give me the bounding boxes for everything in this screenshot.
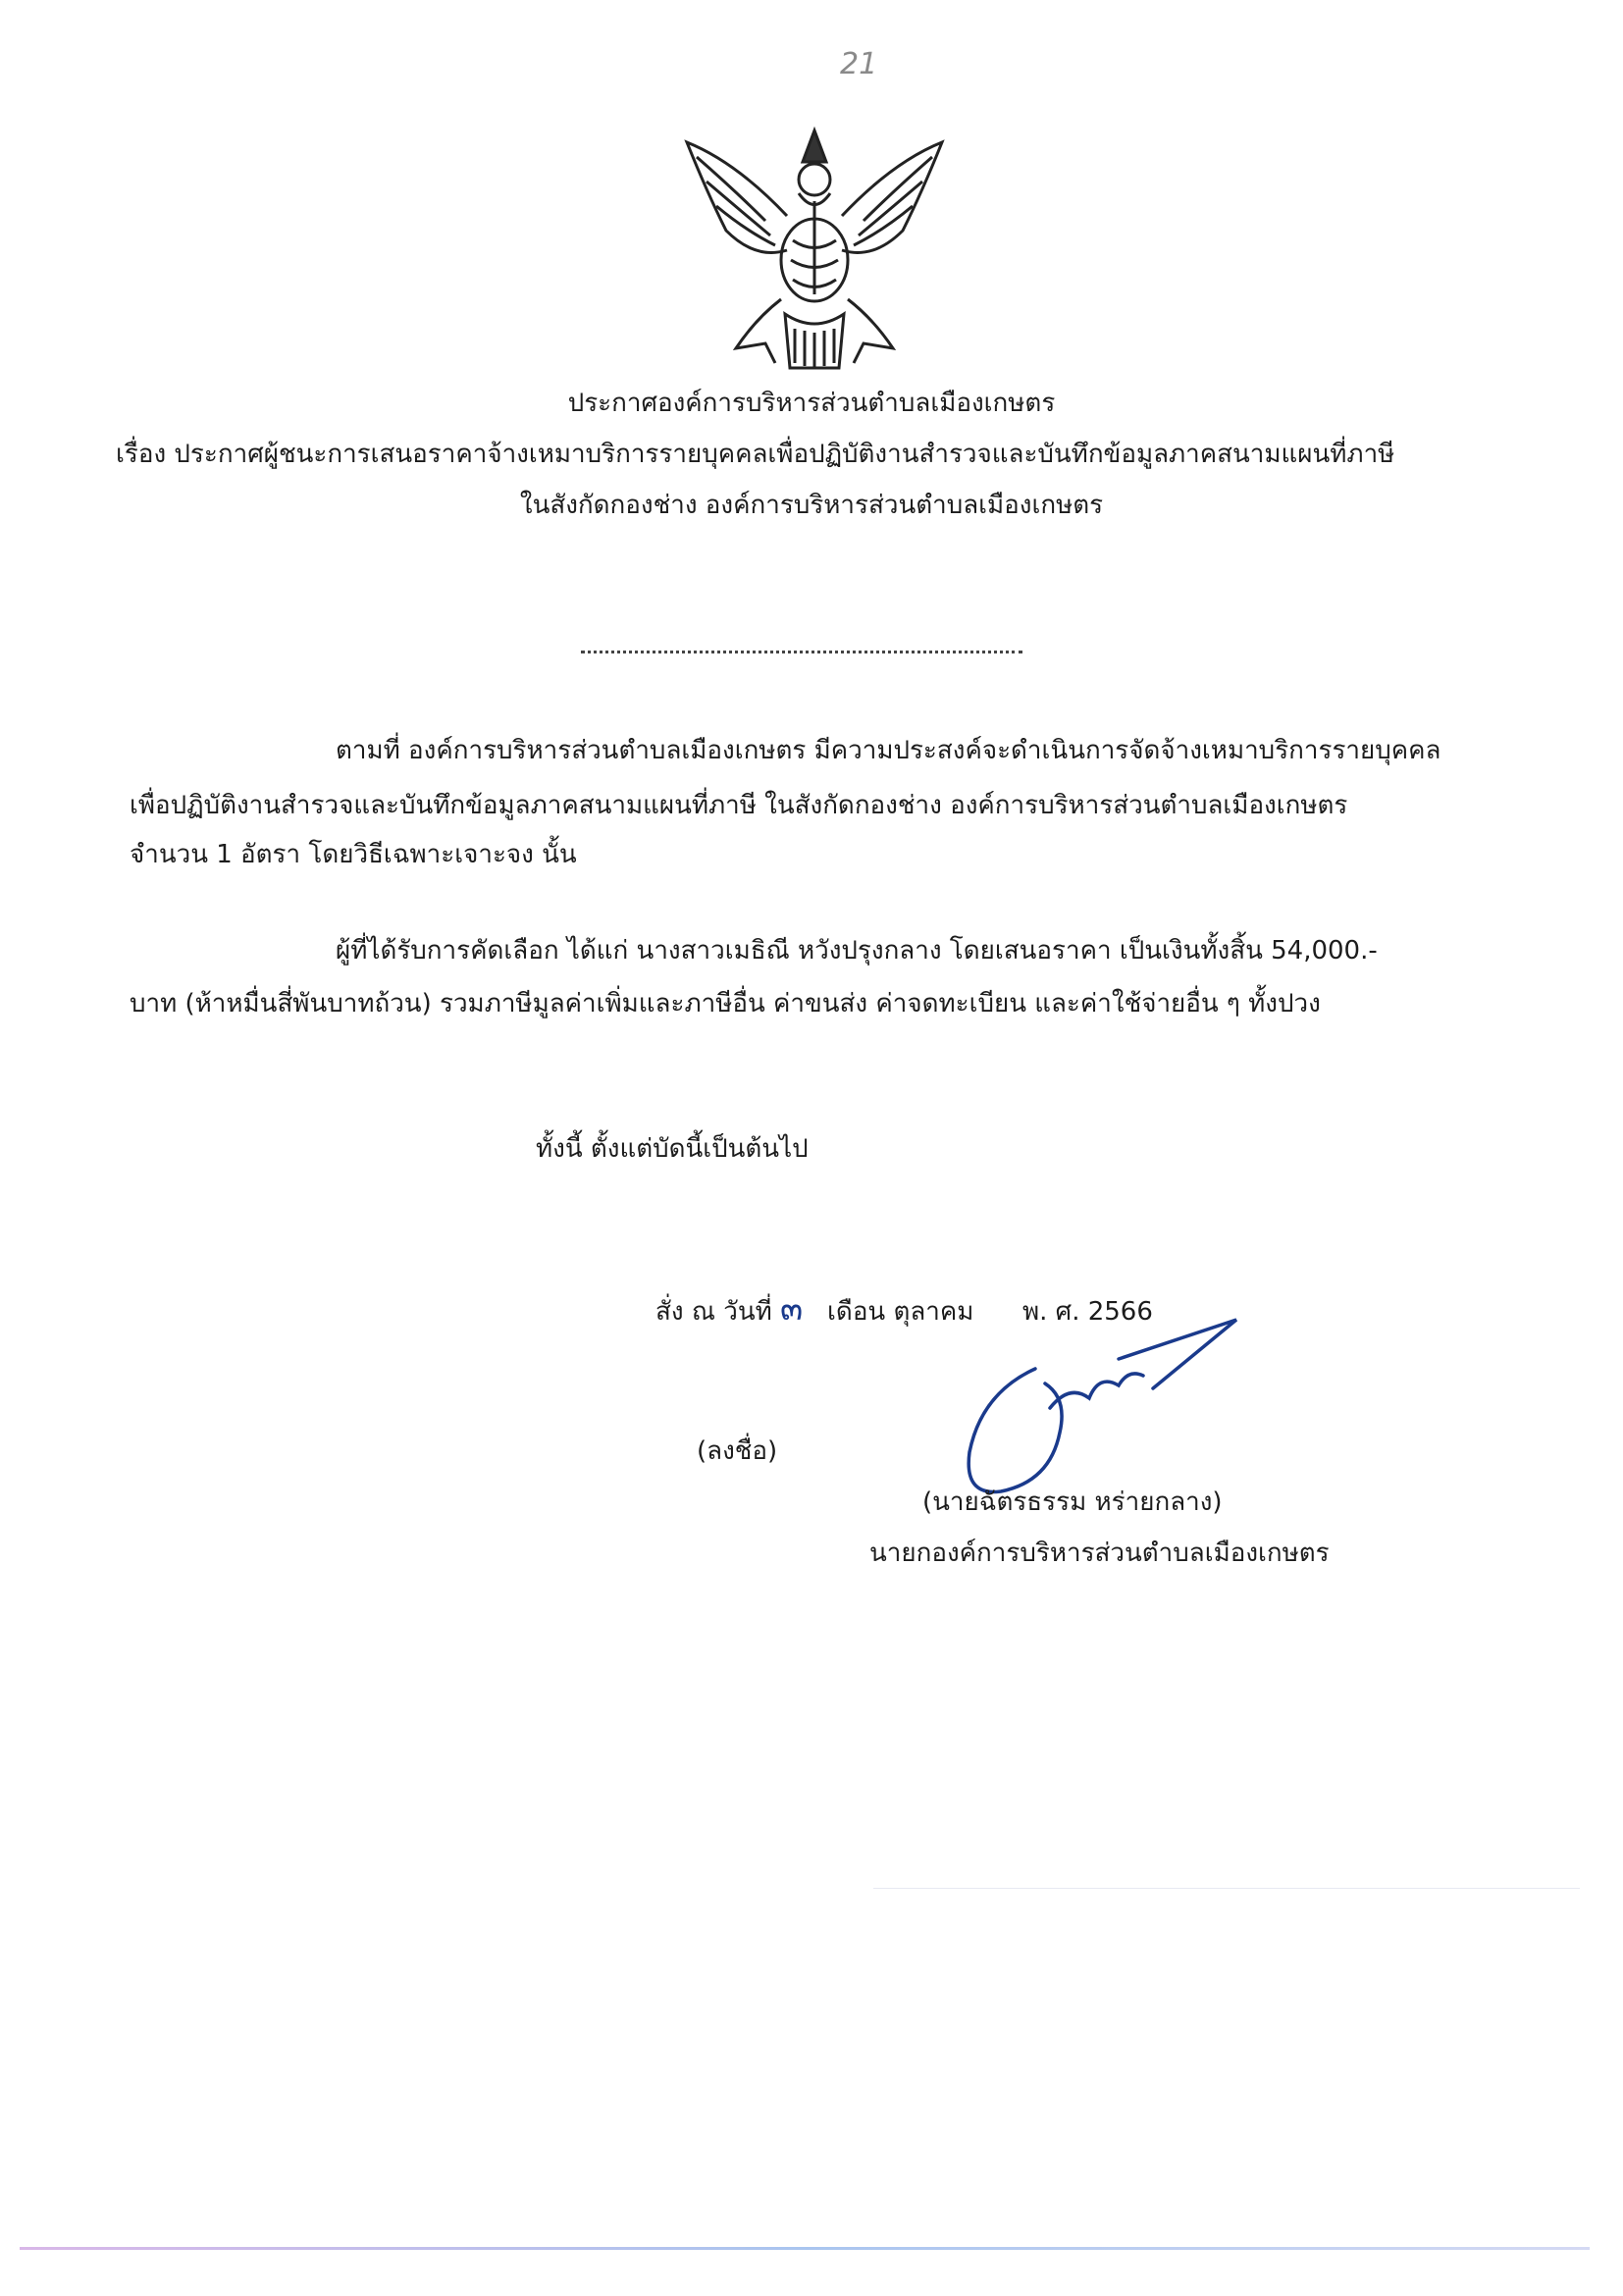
dateline-day: ๓: [780, 1289, 804, 1329]
announcement-subject-line2: ในสังกัดกองช่าง องค์การบริหารส่วนตำบลเมืองเกษตร: [519, 491, 1104, 520]
dateline-month: เดือน ตุลาคม: [827, 1297, 974, 1327]
dateline-year: พ. ศ. 2566: [1022, 1297, 1153, 1327]
paragraph-1-line-3: จำนวน 1 อัตรา โดยวิธีเฉพาะเจาะจง นั้น: [130, 840, 577, 869]
paragraph-2-line-2: บาท (ห้าหมื่นสี่พันบาทถ้วน) รวมภาษีมูลค่าเพิ่มและภาษีอื่น ค่าขนส่ง ค่าจดทะเบียน และค่าใช้จ่ายอื่น ๆ ทั้งปวง: [130, 989, 1321, 1018]
paragraph-2-line-1: ผู้ที่ได้รับการคัดเลือก ได้แก่ นางสาวเมธิณี หวังปรุงกลาง โดยเสนอราคา เป็นเงินทั้งสิ้น 54,000.-: [336, 936, 1378, 965]
scan-bottom-edge: [20, 2247, 1590, 2250]
paragraph-1-line-2: เพื่อปฏิบัติงานสำรวจและบันทึกข้อมูลภาคสนามแผนที่ภาษี ในสังกัดกองช่าง องค์การบริหารส่วนตำบลเมืองเกษตร: [130, 791, 1348, 820]
signed-label: (ลงชื่อ): [697, 1436, 778, 1466]
scan-artifact-line: [873, 1888, 1580, 1889]
effective-statement: ทั้งนี้ ตั้งแต่บัดนี้เป็นต้นไป: [536, 1134, 809, 1164]
signer-name: (นายฉัตรธรรม หร่ายกลาง): [922, 1487, 1223, 1517]
paragraph-1-line-1: ตามที่ องค์การบริหารส่วนตำบลเมืองเกษตร มีความประสงค์จะดำเนินการจัดจ้างเหมาบริการรายบุคคล: [336, 736, 1441, 765]
signer-position: นายกองค์การบริหารส่วนตำบลเมืองเกษตร: [869, 1539, 1330, 1568]
announcement-title: ประกาศองค์การบริหารส่วนตำบลเมืองเกษตร: [567, 389, 1056, 418]
dotted-divider: [581, 650, 1022, 653]
garuda-emblem: [677, 123, 952, 383]
dateline-prefix: สั่ง ณ วันที่: [655, 1297, 772, 1327]
page-number: 21: [840, 47, 878, 81]
announcement-subject: เรื่อง ประกาศผู้ชนะการเสนอราคาจ้างเหมาบริการรายบุคคลเพื่อปฏิบัติงานสำรวจและบันทึกข้อมูลภาคสนามแผนที่ภาษี: [116, 440, 1395, 469]
